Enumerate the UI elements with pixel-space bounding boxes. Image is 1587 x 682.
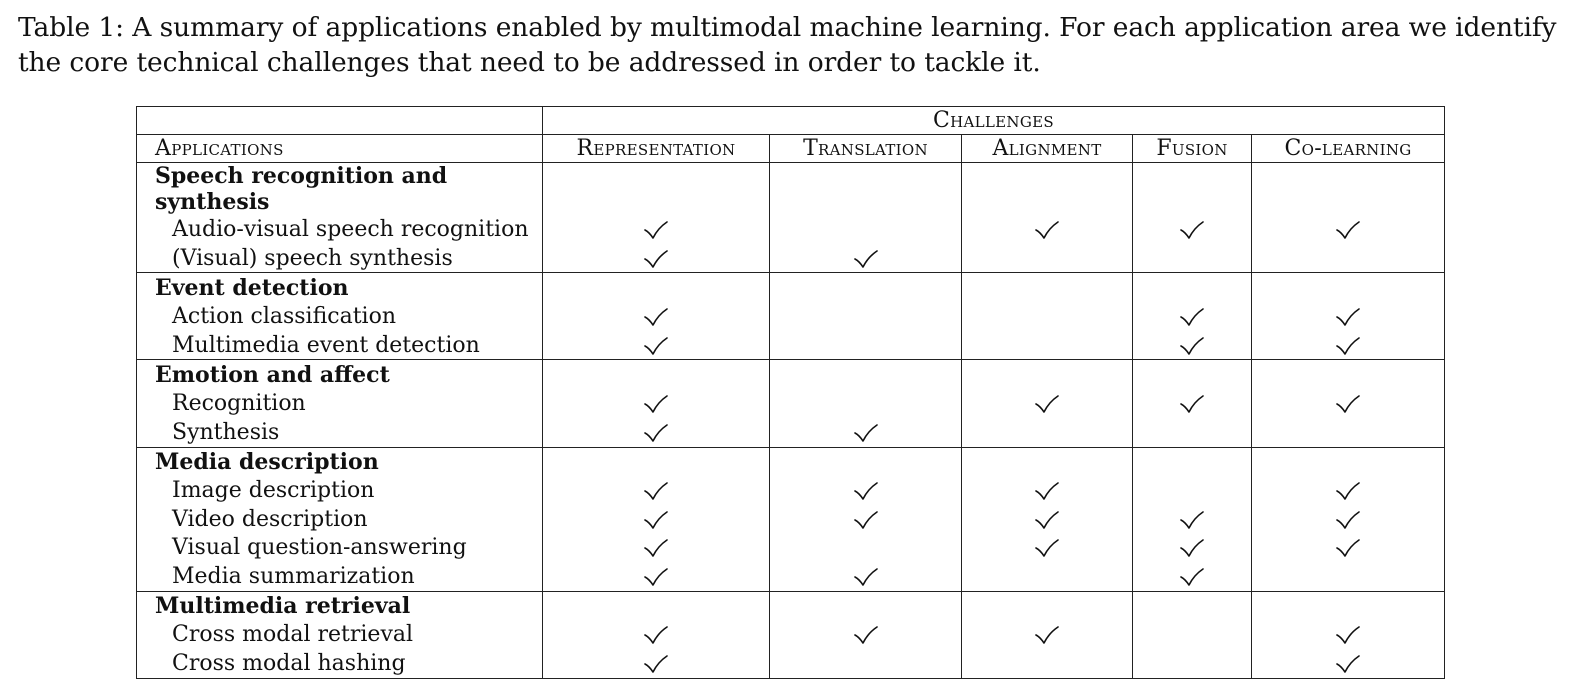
challenge-cell — [543, 562, 770, 591]
group-heading: Media description — [137, 447, 543, 476]
applications-header: Applications — [137, 135, 543, 163]
challenge-cell — [1133, 418, 1252, 447]
challenge-cell — [1133, 534, 1252, 563]
col-header-translation: Translation — [770, 135, 962, 163]
checkmark-icon — [643, 622, 669, 647]
checkmark-icon — [1034, 478, 1060, 503]
checkmark-icon — [1179, 333, 1205, 358]
challenge-cell — [543, 534, 770, 563]
challenge-cell — [770, 591, 962, 620]
challenge-cell — [770, 476, 962, 505]
checkmark-icon — [643, 478, 669, 503]
challenge-cell — [962, 534, 1133, 563]
challenge-cell — [1252, 562, 1445, 591]
applications-table — [136, 106, 1445, 679]
challenge-cell — [962, 621, 1133, 650]
challenge-cell — [770, 534, 962, 563]
challenge-cell — [770, 505, 962, 534]
checkmark-icon — [853, 246, 879, 271]
table-row — [137, 534, 1445, 563]
table-row — [137, 505, 1445, 534]
challenge-cell — [1252, 447, 1445, 476]
challenge-cell — [1133, 505, 1252, 534]
checkmark-icon — [643, 217, 669, 242]
group-heading: Speech recognition and synthesis — [137, 163, 543, 216]
challenge-cell — [543, 476, 770, 505]
group-heading: Multimedia retrieval — [137, 591, 543, 620]
challenge-cell — [962, 273, 1133, 302]
checkmark-icon — [1179, 507, 1205, 532]
challenge-cell — [770, 331, 962, 360]
col-header-alignment: Alignment — [962, 135, 1133, 163]
table-row — [137, 476, 1445, 505]
challenge-cell — [770, 649, 962, 678]
challenge-cell — [1133, 331, 1252, 360]
application-label: (Visual) speech synthesis — [137, 244, 543, 273]
challenge-cell — [1133, 360, 1252, 389]
checkmark-icon — [1179, 304, 1205, 329]
col-header-representation: Representation — [543, 135, 770, 163]
application-label: Recognition — [137, 389, 543, 418]
table-row — [137, 621, 1445, 650]
application-label: Media summarization — [137, 562, 543, 591]
checkmark-icon — [1335, 651, 1361, 676]
challenge-cell — [543, 505, 770, 534]
group-heading: Emotion and affect — [137, 360, 543, 389]
challenge-cell — [770, 621, 962, 650]
challenge-cell — [1133, 447, 1252, 476]
challenge-cell — [1252, 360, 1445, 389]
challenge-cell — [1252, 389, 1445, 418]
challenge-cell — [1133, 163, 1252, 216]
challenge-cell — [543, 244, 770, 273]
challenge-cell — [1252, 505, 1445, 534]
checkmark-icon — [643, 535, 669, 560]
checkmark-icon — [853, 564, 879, 589]
checkmark-icon — [1335, 333, 1361, 358]
checkmark-icon — [1034, 622, 1060, 647]
group-row — [137, 273, 1445, 302]
group-row — [137, 591, 1445, 620]
checkmark-icon — [1335, 304, 1361, 329]
table-caption: Table 1: A summary of applications enabled by multimodal machine learning. For each application area we identify the core technical challenges that need to be addressed in order to tackle it. — [18, 12, 1557, 78]
checkmark-icon — [1335, 507, 1361, 532]
table-row — [137, 418, 1445, 447]
challenge-cell — [543, 418, 770, 447]
challenge-cell — [1252, 163, 1445, 216]
challenge-cell — [962, 389, 1133, 418]
challenge-cell — [1252, 418, 1445, 447]
challenge-cell — [962, 360, 1133, 389]
application-label: Cross modal retrieval — [137, 621, 543, 650]
checkmark-icon — [853, 507, 879, 532]
challenge-cell — [543, 215, 770, 244]
checkmark-icon — [1179, 217, 1205, 242]
checkmark-icon — [853, 622, 879, 647]
checkmark-icon — [1335, 622, 1361, 647]
challenge-cell — [1252, 534, 1445, 563]
challenge-cell — [543, 389, 770, 418]
application-label: Visual question-answering — [137, 534, 543, 563]
challenge-cell — [1252, 302, 1445, 331]
checkmark-icon — [1034, 217, 1060, 242]
checkmark-icon — [643, 304, 669, 329]
challenge-cell — [962, 331, 1133, 360]
table-row — [137, 331, 1445, 360]
challenge-cell — [1252, 273, 1445, 302]
challenge-cell — [1133, 302, 1252, 331]
challenge-cell — [1133, 591, 1252, 620]
checkmark-icon — [1034, 507, 1060, 532]
challenge-cell — [1133, 273, 1252, 302]
challenge-cell — [770, 418, 962, 447]
challenge-cell — [543, 360, 770, 389]
challenge-cell — [1252, 476, 1445, 505]
checkmark-icon — [643, 564, 669, 589]
group-row — [137, 163, 1445, 216]
checkmark-icon — [643, 391, 669, 416]
challenge-cell — [962, 505, 1133, 534]
challenge-cell — [962, 215, 1133, 244]
challenge-cell — [543, 302, 770, 331]
challenge-cell — [962, 562, 1133, 591]
application-label: Action classification — [137, 302, 543, 331]
challenge-cell — [1133, 476, 1252, 505]
table-row — [137, 562, 1445, 591]
checkmark-icon — [1335, 535, 1361, 560]
challenge-cell — [962, 163, 1133, 216]
challenge-cell — [1252, 215, 1445, 244]
challenge-cell — [770, 163, 962, 216]
group-heading: Event detection — [137, 273, 543, 302]
challenge-cell — [770, 447, 962, 476]
challenge-cell — [1133, 562, 1252, 591]
challenge-cell — [1133, 649, 1252, 678]
checkmark-icon — [1034, 535, 1060, 560]
challenge-cell — [1252, 331, 1445, 360]
challenge-cell — [1252, 591, 1445, 620]
challenge-cell — [1252, 621, 1445, 650]
challenge-cell — [770, 244, 962, 273]
challenge-cell — [543, 591, 770, 620]
checkmark-icon — [643, 246, 669, 271]
challenges-header: Challenges — [543, 107, 1445, 135]
challenge-cell — [962, 447, 1133, 476]
checkmark-icon — [853, 420, 879, 445]
challenge-cell — [543, 331, 770, 360]
challenge-cell — [1252, 244, 1445, 273]
group-row — [137, 447, 1445, 476]
challenge-cell — [1133, 244, 1252, 273]
checkmark-icon — [643, 420, 669, 445]
application-label: Audio-visual speech recognition — [137, 215, 543, 244]
challenge-cell — [962, 591, 1133, 620]
challenge-cell — [770, 302, 962, 331]
challenge-cell — [543, 447, 770, 476]
checkmark-icon — [1335, 391, 1361, 416]
checkmark-icon — [1179, 391, 1205, 416]
challenge-cell — [543, 163, 770, 216]
table-row — [137, 649, 1445, 678]
challenge-cell — [543, 273, 770, 302]
challenge-cell — [962, 302, 1133, 331]
challenge-cell — [543, 621, 770, 650]
challenge-cell — [962, 476, 1133, 505]
checkmark-icon — [1335, 217, 1361, 242]
application-label: Image description — [137, 476, 543, 505]
challenge-cell — [1252, 649, 1445, 678]
table-row — [137, 244, 1445, 273]
application-label: Synthesis — [137, 418, 543, 447]
challenge-cell — [770, 389, 962, 418]
checkmark-icon — [1034, 391, 1060, 416]
checkmark-icon — [1335, 478, 1361, 503]
challenge-cell — [770, 215, 962, 244]
table-row — [137, 389, 1445, 418]
checkmark-icon — [643, 651, 669, 676]
group-row — [137, 360, 1445, 389]
table-row — [137, 302, 1445, 331]
challenge-cell — [962, 244, 1133, 273]
empty-corner-cell — [137, 107, 543, 135]
checkmark-icon — [1179, 564, 1205, 589]
checkmark-icon — [643, 507, 669, 532]
table-row — [137, 215, 1445, 244]
checkmark-icon — [853, 478, 879, 503]
challenge-cell — [1133, 621, 1252, 650]
application-label: Cross modal hashing — [137, 649, 543, 678]
col-header-fusion: Fusion — [1133, 135, 1252, 163]
challenge-cell — [770, 360, 962, 389]
col-header-co-learning: Co-learning — [1252, 135, 1445, 163]
challenge-cell — [770, 273, 962, 302]
checkmark-icon — [643, 333, 669, 358]
challenge-cell — [543, 649, 770, 678]
challenge-cell — [1133, 215, 1252, 244]
challenge-cell — [770, 562, 962, 591]
challenge-cell — [962, 418, 1133, 447]
application-label: Video description — [137, 505, 543, 534]
application-label: Multimedia event detection — [137, 331, 543, 360]
challenge-cell — [1133, 389, 1252, 418]
checkmark-icon — [1179, 535, 1205, 560]
challenge-cell — [962, 649, 1133, 678]
